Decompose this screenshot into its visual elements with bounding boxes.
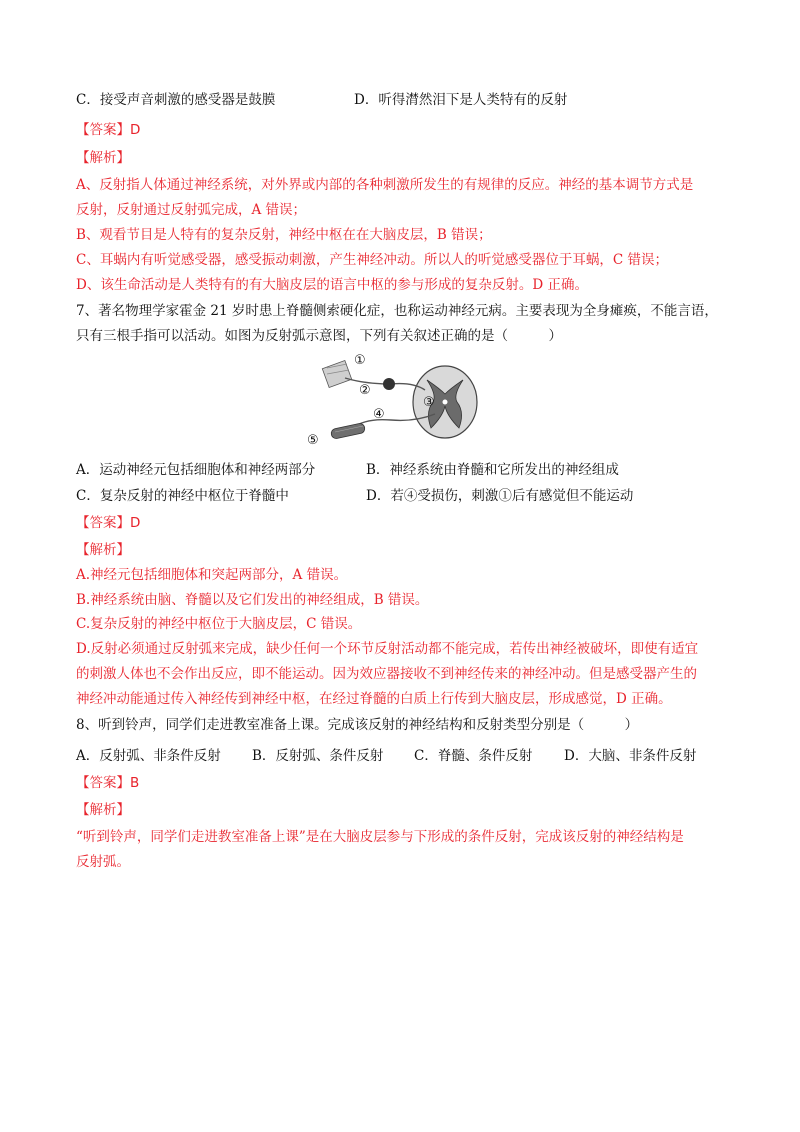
q7-stem-line2: 只有三根手指可以活动。如图为反射弧示意图，下列有关叙述正确的是（ ） bbox=[76, 328, 562, 344]
q7-explanation-line: C.复杂反射的神经中枢位于大脑皮层，C 错误。 bbox=[76, 616, 362, 632]
q6-option-c: C．接受声音刺激的感受器是鼓膜 bbox=[76, 92, 276, 108]
q8-option-d: D．大脑、非条件反射 bbox=[564, 748, 697, 764]
q7-stem-line1: 7、著名物理学家霍金 21 岁时患上脊髓侧索硬化症，也称运动神经元病。主要表现为全身瘫痪，不能言语， bbox=[76, 303, 718, 319]
q7-option-c: C．复杂反射的神经中枢位于脊髓中 bbox=[76, 488, 289, 504]
receptor-skin-icon bbox=[322, 360, 351, 387]
label-2: ② bbox=[359, 383, 371, 398]
q6-analysis-heading: 【解析】 bbox=[76, 150, 130, 166]
q6-option-d: D．听得潸然泪下是人类特有的反射 bbox=[354, 92, 568, 108]
q8-explanation-line: 反射弧。 bbox=[76, 854, 130, 870]
q8-explanation-line: “听到铃声，同学们走进教室准备上课”是在大脑皮层参与下形成的条件反射，完成该反射的神经结构是 bbox=[76, 829, 684, 845]
q8-answer: 【答案】B bbox=[76, 775, 140, 791]
q6-answer: 【答案】D bbox=[76, 122, 141, 138]
q8-stem: 8、听到铃声，同学们走进教室准备上课。完成该反射的神经结构和反射类型分别是（ ） bbox=[76, 717, 639, 733]
q6-explanation-line: 反射，反射通过反射弧完成，A 错误； bbox=[76, 202, 307, 218]
label-4: ④ bbox=[373, 407, 385, 422]
q8-analysis-heading: 【解析】 bbox=[76, 802, 130, 818]
q8-option-b: B．反射弧、条件反射 bbox=[252, 748, 384, 764]
q6-explanation-line: D、该生命活动是人类特有的有大脑皮层的语言中枢的参与形成的复杂反射。D 正确。 bbox=[76, 277, 588, 293]
effector-muscle-icon bbox=[330, 423, 365, 440]
q7-explanation-line: 的刺激人体也不会作出反应，即不能运动。因为效应器接收不到神经传来的神经冲动。但是感受器产生的 bbox=[76, 666, 697, 682]
q8-option-c: C．脊髓、条件反射 bbox=[414, 748, 533, 764]
q7-option-a: A．运动神经元包括细胞体和神经两部分 bbox=[76, 462, 316, 478]
q6-explanation-line: C、耳蜗内有听觉感受器，感受振动刺激，产生神经冲动。所以人的听觉感受器位于耳蜗，C 错误； bbox=[76, 252, 668, 268]
q7-explanation-line: D.反射必须通过反射弧来完成，缺少任何一个环节反射活动都不能完成，若传出神经被破坏，即使有适宜 bbox=[76, 641, 699, 657]
reflex-arc-diagram bbox=[305, 350, 495, 450]
q7-explanation-line: 神经冲动能通过传入神经传到神经中枢，在经过脊髓的白质上行传到大脑皮层，形成感觉，D 正确。 bbox=[76, 691, 672, 707]
q7-option-b: B．神经系统由脊髓和它所发出的神经组成 bbox=[366, 462, 619, 478]
q7-option-d: D．若④受损伤，刺激①后有感觉但不能运动 bbox=[366, 488, 634, 504]
q7-explanation-line: B.神经系统由脑、脊髓以及它们发出的神经组成，B 错误。 bbox=[76, 592, 429, 608]
q6-explanation-line: B、观看节目是人特有的复杂反射，神经中枢在在大脑皮层，B 错误； bbox=[76, 227, 492, 243]
q6-explanation-line: A、反射指人体通过神经系统，对外界或内部的各种刺激所发生的有规律的反应。神经的基本调节方式是 bbox=[76, 177, 694, 193]
q7-answer: 【答案】D bbox=[76, 515, 141, 531]
label-3: ③ bbox=[423, 395, 435, 410]
label-1: ① bbox=[354, 353, 366, 368]
ganglion-icon bbox=[383, 378, 395, 390]
q7-analysis-heading: 【解析】 bbox=[76, 542, 130, 558]
q7-explanation-line: A.神经元包括细胞体和突起两部分，A 错误。 bbox=[76, 567, 348, 583]
q8-option-a: A．反射弧、非条件反射 bbox=[76, 748, 221, 764]
label-5: ⑤ bbox=[307, 433, 319, 448]
